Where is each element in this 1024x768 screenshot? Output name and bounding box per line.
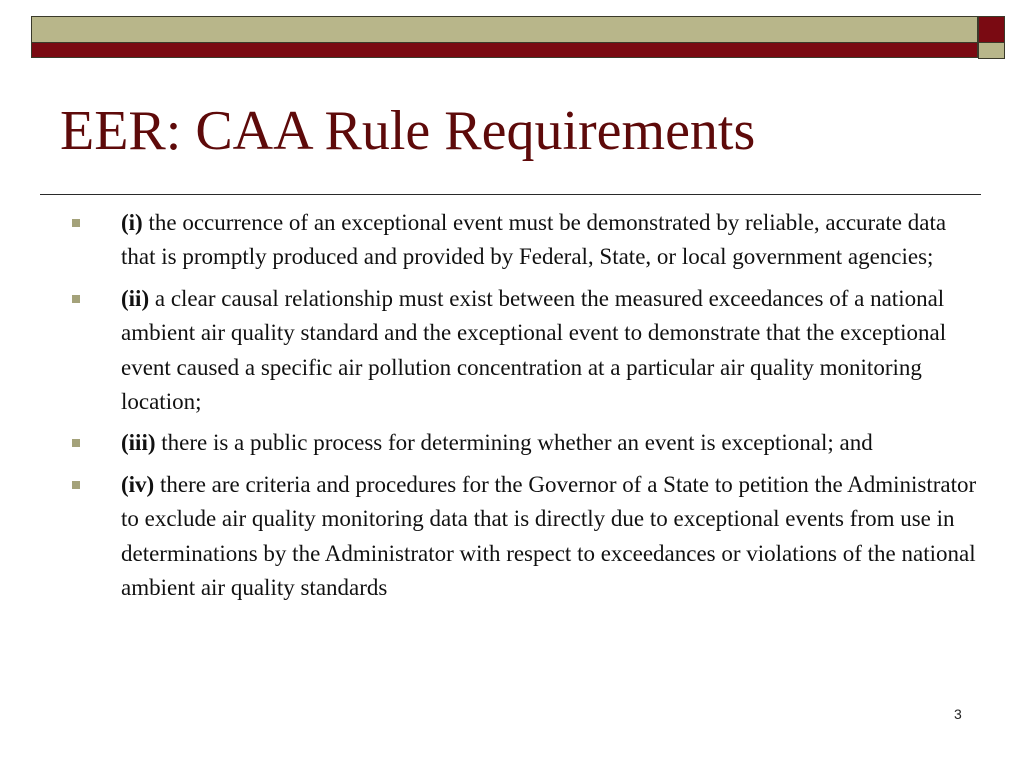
square-bullet-icon xyxy=(72,219,80,227)
page-number: 3 xyxy=(954,706,962,722)
bullet-item-ii xyxy=(72,282,977,420)
square-bullet-icon xyxy=(72,481,80,489)
slide-title: EER: CAA Rule Requirements xyxy=(60,100,756,162)
corner-olive-square xyxy=(978,42,1005,59)
header-olive-strip xyxy=(32,17,977,43)
bullet-list xyxy=(72,206,977,612)
bullet-item-i xyxy=(72,206,977,275)
bullet-label: (iv) xyxy=(121,471,155,497)
corner-maroon-square xyxy=(978,16,1005,43)
bullet-text: there are criteria and procedures for the Governor of a State to petition the Administrator to exclude air quality monitoring data that is directly due to exceptional events from use in determinations by the Administrator with respect to exceedances or violations of the national ambient air quality standards xyxy=(121,471,977,601)
square-bullet-icon xyxy=(72,295,80,303)
square-bullet-icon xyxy=(72,439,80,447)
bullet-label: (ii) xyxy=(121,285,150,311)
bullet-item-iv xyxy=(72,468,977,606)
bullet-item-iii xyxy=(72,426,977,460)
bullet-text: the occurrence of an exceptional event must be demonstrated by reliable, accurate data that is promptly produced and provided by Federal, State, or local government agencies; xyxy=(121,210,947,270)
bullet-label: (iii) xyxy=(121,430,156,456)
bullet-text: there is a public process for determining whether an event is exceptional; and xyxy=(155,430,873,456)
bullet-label: (i) xyxy=(121,210,143,235)
title-divider xyxy=(40,194,981,195)
bullet-text: a clear causal relationship must exist between the measured exceedances of a national ambient air quality standard and the exceptional event to demonstrate that the exceptional event caused a specific air pollution concentration at a particular air quality monitoring location; xyxy=(121,285,947,415)
header-decorative-bar xyxy=(31,16,978,58)
